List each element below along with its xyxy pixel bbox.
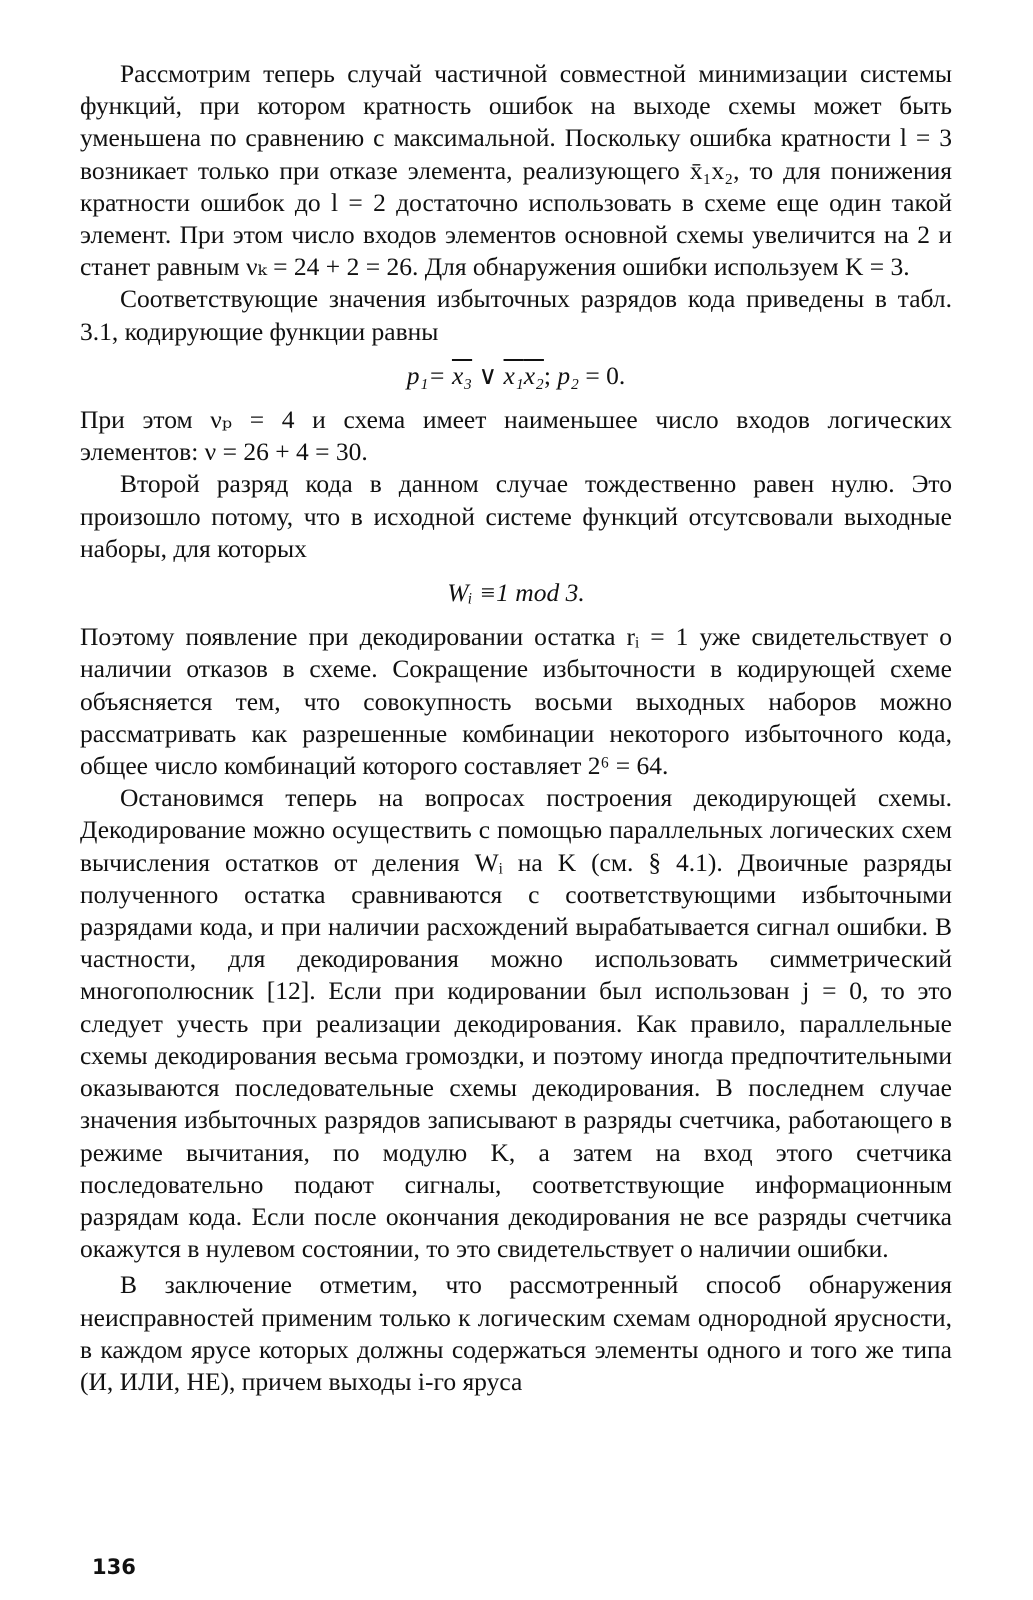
- formula-modulo: Wᵢ ≡1 mod 3.: [447, 578, 585, 608]
- formula-eq2: = 0.: [579, 360, 626, 390]
- formula-x1-negated: x₁: [503, 360, 524, 390]
- page-number: 136: [92, 1555, 136, 1579]
- formula-x2-negated: x₂: [523, 360, 544, 390]
- body-text: [80, 58, 952, 1398]
- formula-or: ∨: [472, 360, 504, 390]
- formula-eq1: =: [428, 360, 452, 390]
- paragraph-second-bit: Второй разряд кода в данном случае тождественно равен нулю. Это произошло потому, что в исходной системе функций отсутсвовали выходные наборы, для которых: [80, 469, 952, 563]
- paragraph-conclusion: В заключение отметим, что рассмотренный способ обнаружения неисправностей применим только к логическим схемам однородной ярусности, в каждом ярусе которых должны содержаться элементы одного и того же типа (И, ИЛИ, НЕ), причем выходы i-го яруса: [80, 1270, 952, 1396]
- paragraph-decoding: Остановимся теперь на вопросах построения декодирующей схемы. Декодирование можно осуществить с помощью параллельных логических схем вычисления остатков от деления Wᵢ на K (см. § 4.1). Двоичные разряды полученного остатка сравниваются с соответствующими избыточными разрядами кода, и при наличии расхождений вырабатывается сигнал ошибки. В частности, для декодирования можно использовать симметрический многополюсник [12]. Если при кодировании был использован j = 0, то это следует учесть при реализации декодирования. Как правило, параллельные схемы декодирования весьма громоздки, и поэтому иногда предпочтительными оказываются последовательные схемы декодирования. В последнем случае значения избыточных разрядов записывают в разряды счетчика, работающего в режиме вычитания, по модулю K, а затем на вход этого счетчика последовательно подают сигналы, соответствующие информационным разрядам кода. Если после окончания декодирования не все разряды счетчика окажутся в нулевом состоянии, то это свидетельствует о наличии ошибки.: [80, 783, 952, 1264]
- paragraph-input-count: При этом νₚ = 4 и схема имеет наименьшее число входов логических элементов: ν = 26 + 4 = 30.: [80, 405, 952, 467]
- formula-coding-functions: [80, 360, 952, 392]
- paragraph-redundant-bits: Соответствующие значения избыточных разрядов кода приведены в табл. 3.1, кодирующие функции равны: [80, 284, 952, 346]
- formula-p1: p₁: [406, 360, 429, 390]
- formula-x3-negated: x₃: [451, 360, 473, 390]
- formula-separator: ;: [543, 360, 558, 390]
- paragraph-partial-minimization: Рассмотрим теперь случай частичной совместной минимизации системы функций, при котором кратность ошибок на выходе схемы может быть уменьшена по сравнению с максимальной. Поскольку ошибка кратности l = 3 возникает только при отказе элемента, реализующего x̄₁x₂, то для понижения кратности ошибок до l = 2 достаточно использовать в схеме еще один такой элемент. При этом число входов элементов основной схемы увеличится на 2 и станет равным νₖ = 24 + 2 = 26. Для обнаружения ошибки используем K = 3.: [80, 59, 952, 282]
- paragraph-redundancy-reduction: Поэтому появление при декодировании остатка rᵢ = 1 уже свидетельствует о наличии отказов в схеме. Сокращение избыточности в кодирующей схеме объясняется тем, что совокупность восьми выходных наборов можно рассматривать как разрешенные комбинации некоторого избыточного кода, общее число комбинаций которого составляет 2⁶ = 64.: [80, 622, 952, 781]
- formula-p2: p₂: [557, 360, 580, 390]
